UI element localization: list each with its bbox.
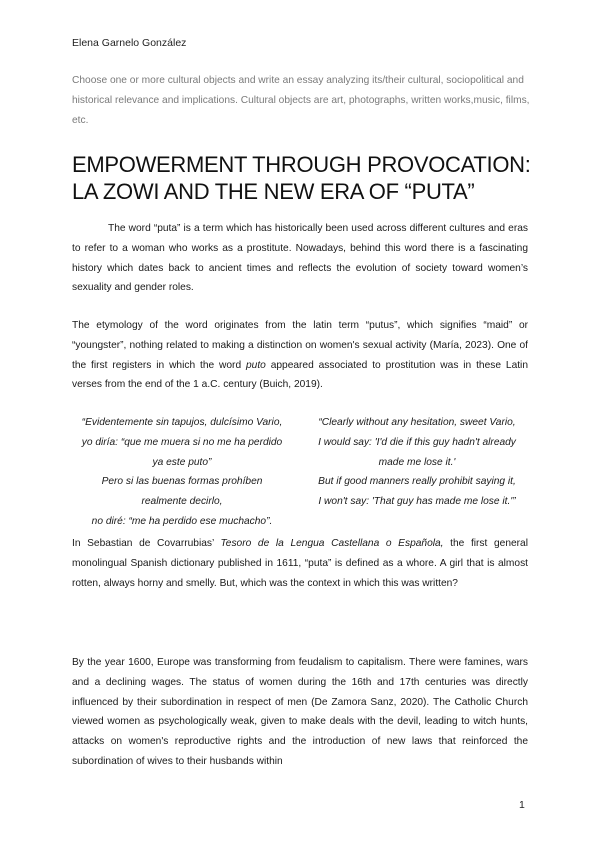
paragraph-etymology-text-b: appeared associated to prostitution was in these Latin verses from the end of the 1 a.C. century (Buich, 2019).: [72, 359, 528, 391]
paragraph-covarrubias-text-a: In Sebastian de Covarrubias’: [72, 538, 221, 549]
author-name: Elena Garnelo González: [72, 37, 187, 49]
essay-title-line-2: LA ZOWI AND THE NEW ERA OF “PUTA”: [72, 179, 475, 204]
paragraph-etymology: [72, 316, 528, 395]
verse-line: I won't say: 'That guy has made me lose it.'”: [318, 496, 516, 508]
verse-line: Pero si las buenas formas prohíben: [101, 476, 263, 488]
verse-line: ya este puto”: [152, 456, 212, 468]
paragraph-covarrubias-book-title: Tesoro de la Lengua Castellana o Española,: [220, 538, 444, 549]
verse-line: realmente decirlo,: [141, 496, 223, 508]
essay-title-line-1: EMPOWERMENT THROUGH PROVOCATION:: [72, 152, 531, 177]
verse-line: I would say: 'I'd die if this guy hadn't already: [318, 436, 516, 448]
verse-line: made me lose it.': [378, 456, 456, 468]
paragraph-intro: The word “puta” is a term which has historically been used across different cultures and eras to refer to a woman who works as a prostitute. Nowadays, behind this word there is a fascinating history which dates back to ancient times and reflects the evolution of society toward women’s sexuality and gender roles.: [72, 223, 528, 294]
paragraph-covarrubias-text-b: the first general monolingual Spanish dictionary published in 1611, “puta” is defined as a whore. A girl that is almost rotten, always horny and smelly. But, which was the context in which this was written?: [72, 538, 528, 589]
paragraph-etymology-emphasis: puto: [246, 359, 266, 371]
verse-line: no diré: “me ha perdido ese muchacho”.: [91, 515, 273, 527]
page-number: 1: [519, 799, 525, 811]
verses-spanish: [72, 413, 292, 532]
verses-english: [306, 413, 528, 512]
paragraph-historical-context: By the year 1600, Europe was transforming from feudalism to capitalism. There were famines, wars and a declining wages. The status of women during the 16th and 17th centuries was directly influenced by their subordination in respect of men (De Zamora Sanz, 2020). The Catholic Church viewed women as psychologically weak, given to make deals with the devil, leading to witch hunts, attacks on women's reproductive rights and the introduction of new laws that reinforced the subordination of wives to their husbands within: [72, 657, 528, 767]
verse-line: “Clearly without any hesitation, sweet Vario,: [318, 417, 516, 428]
paragraph-etymology-text-a: The etymology of the word originates from the latin term “putus”, which signifies “maid” or “youngster”, nothing related to making a distinction on women's sexual activity (María, 2023). One of the first registers in which the word: [72, 320, 528, 371]
paragraph-covarrubias: [72, 534, 528, 593]
verse-line: “Evidentemente sin tapujos, dulcísimo Vario,: [81, 417, 283, 428]
essay-title: [72, 151, 542, 205]
verse-line: But if good manners really prohibit saying it,: [318, 476, 516, 488]
assignment-prompt: Choose one or more cultural objects and write an essay analyzing its/their cultural, sociopolitical and historical relevance and implications. Cultural objects are art, photographs, written works,music, films, etc.: [72, 75, 530, 126]
verse-line: yo diría: “que me muera si no me ha perdido: [81, 436, 283, 448]
